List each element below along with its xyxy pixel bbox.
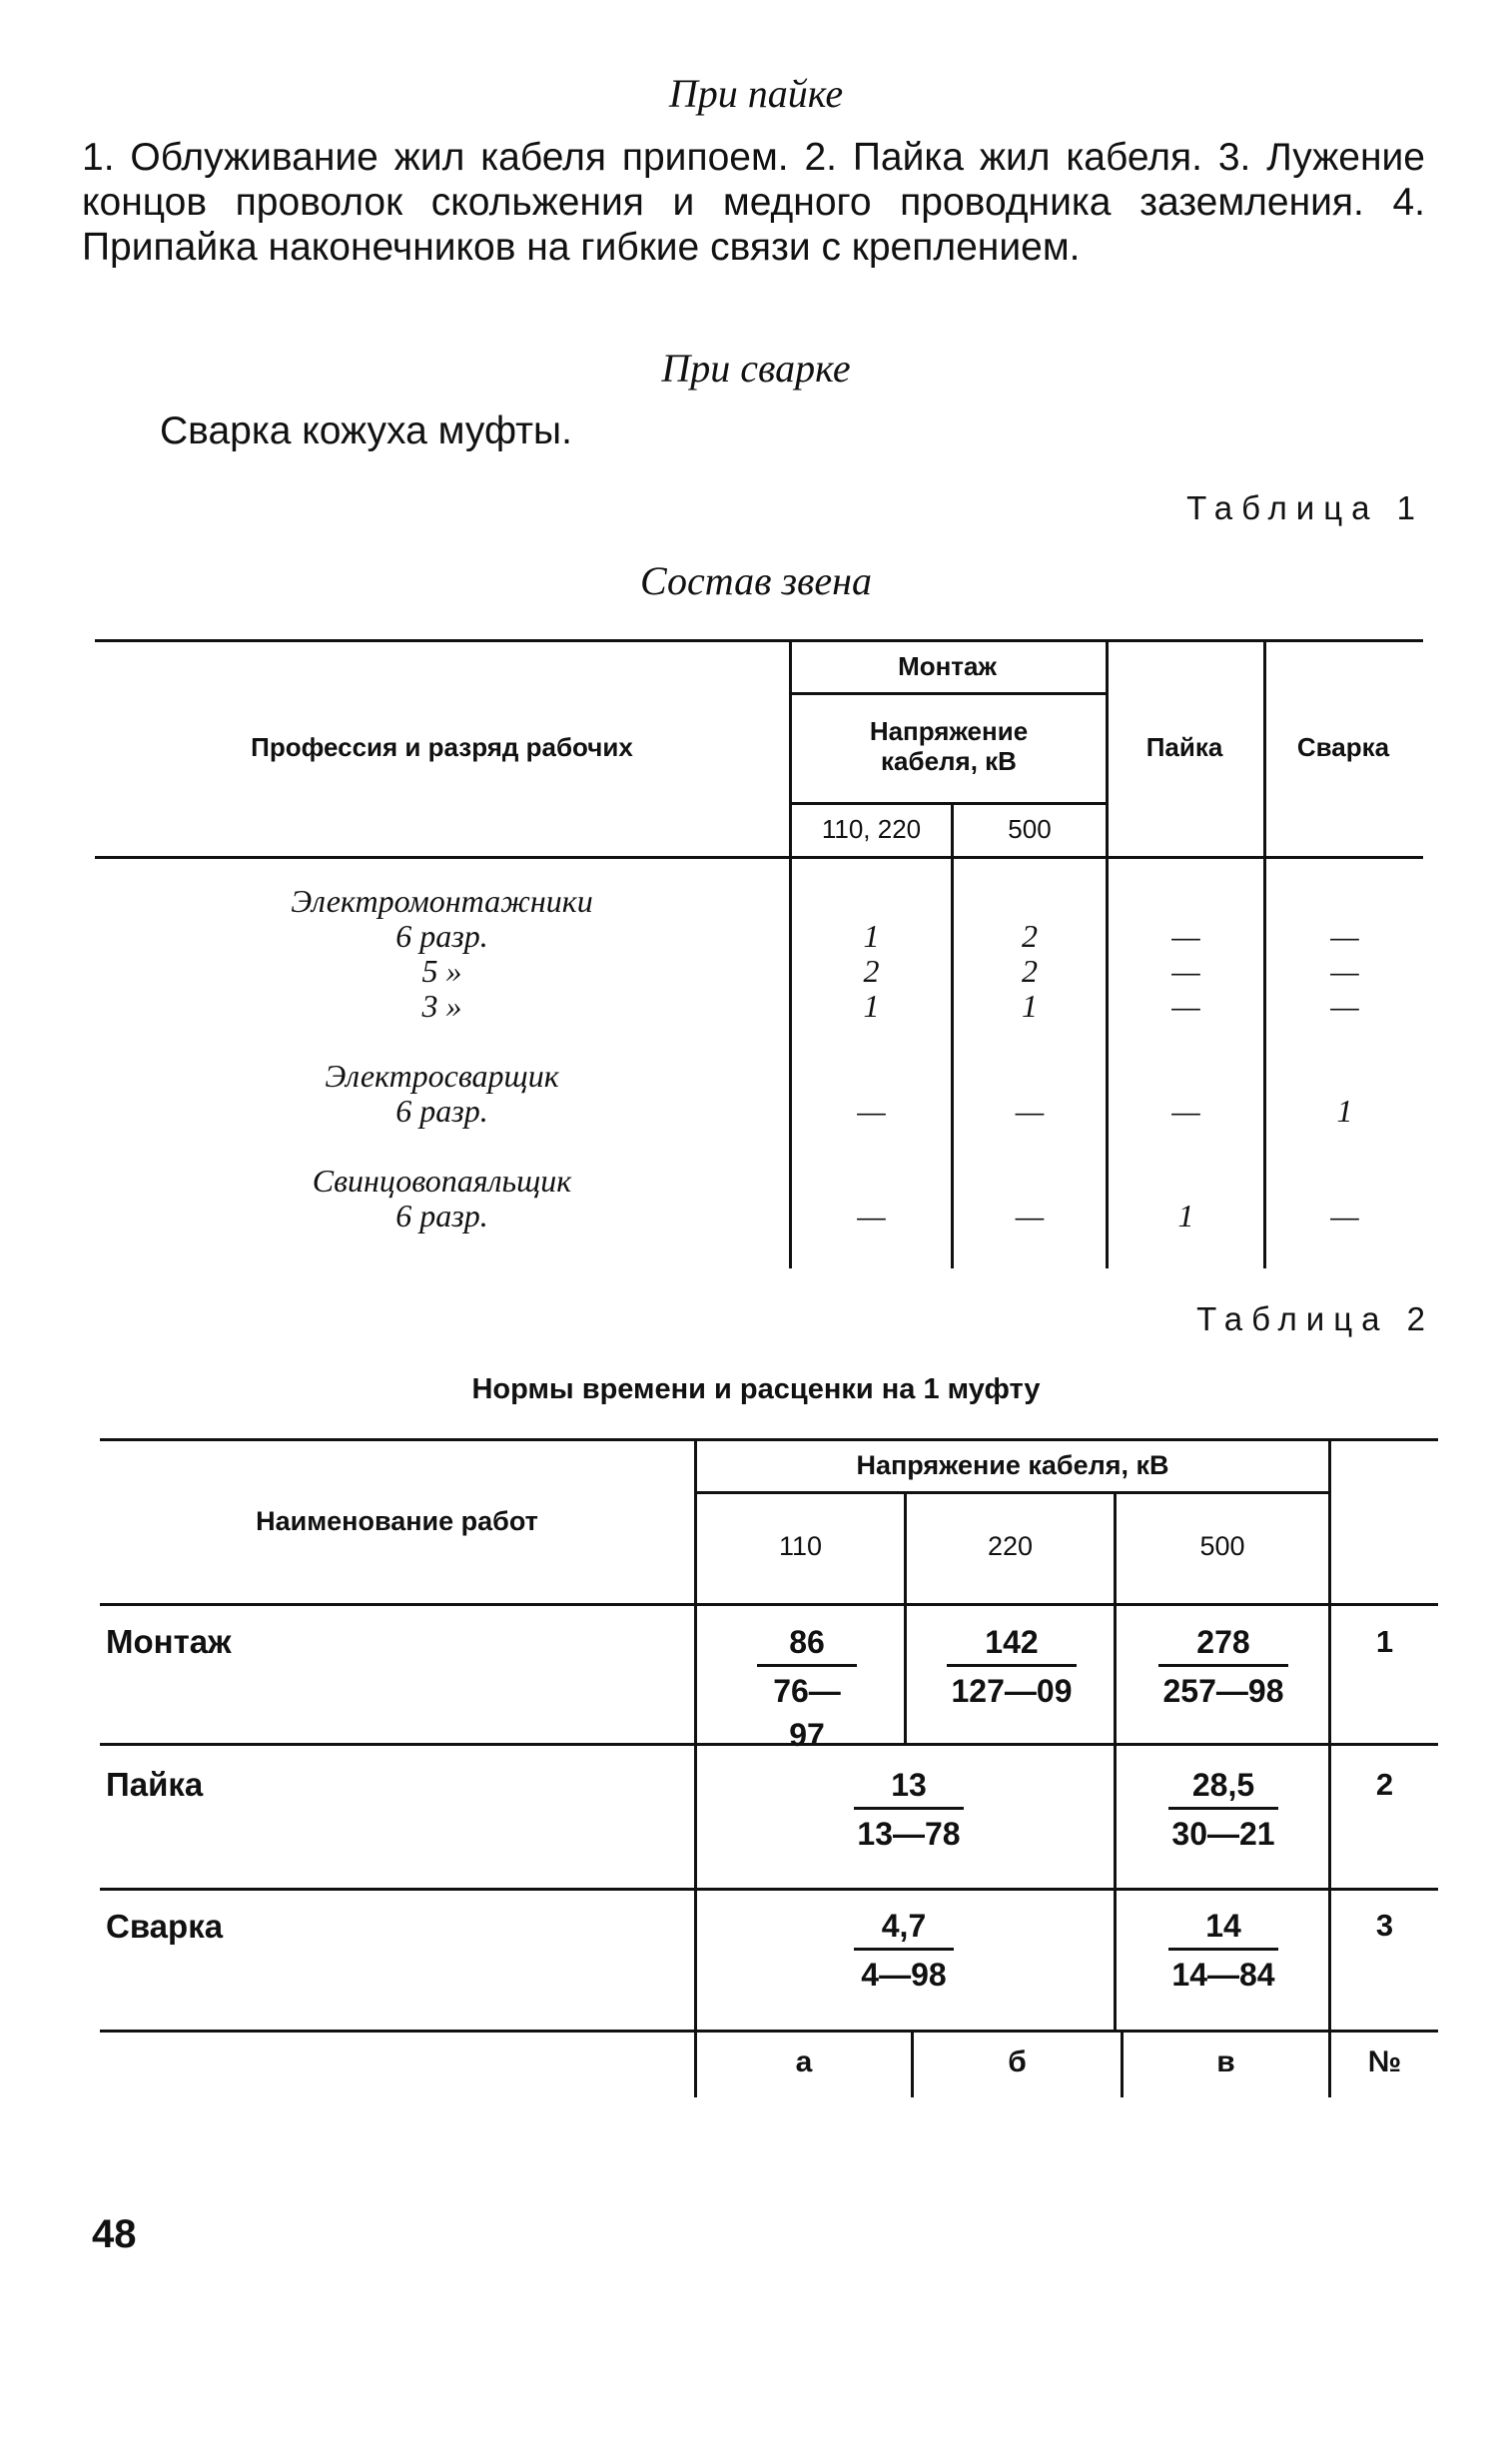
section-title-svarka: При сварке <box>661 346 851 391</box>
fraction-denominator: 127—09 <box>951 1673 1073 1709</box>
fraction-numerator: 13 <box>854 1765 964 1810</box>
table1-cell: 2 <box>1022 953 1038 989</box>
table2-row-name: Сварка <box>106 1908 224 1945</box>
page-number: 48 <box>92 2212 137 2256</box>
table1-header-payka: Пайка <box>1145 732 1223 762</box>
fraction-denominator: 4—98 <box>861 1957 947 1993</box>
table2-header-voltage: Напряжение кабеля, кВ <box>856 1450 1169 1480</box>
table1-header-svarka: Сварка <box>1296 732 1390 762</box>
table2-label: Таблица 2 <box>1196 1300 1434 1337</box>
table1-header-voltage: Напряжение кабеля, кВ <box>869 716 1029 776</box>
fraction-numerator: 86 <box>757 1622 857 1667</box>
fraction-denominator: 14—84 <box>1171 1957 1275 1993</box>
table1-cell: 1 <box>1022 988 1038 1024</box>
table2-footer-v: в <box>1216 2045 1235 2078</box>
table2-header-500: 500 <box>1199 1531 1245 1561</box>
table2-row-name: Пайка <box>106 1766 204 1803</box>
table2 <box>100 1438 1438 2097</box>
table2-row-number: 1 <box>1375 1624 1394 1659</box>
table2-cell-fraction <box>947 1622 1077 1713</box>
table2-cell-fraction <box>854 1906 954 1997</box>
table1-header-v2: 500 <box>1008 814 1052 844</box>
table1-cell: — <box>1171 1093 1200 1129</box>
table2-title: Нормы времени и расценки на 1 муфту <box>471 1373 1041 1405</box>
fraction-denominator: 30—21 <box>1171 1816 1275 1852</box>
table2-cell-fraction <box>854 1765 964 1856</box>
table1-cell: — <box>1171 988 1200 1024</box>
fraction-numerator: 142 <box>947 1622 1077 1667</box>
fraction-numerator: 28,5 <box>1168 1765 1278 1810</box>
fraction-numerator: 4,7 <box>854 1906 954 1951</box>
table1-cell: 1 <box>863 988 880 1024</box>
table2-row-name: Монтаж <box>106 1623 232 1660</box>
table1-row-grade: 6 разр. <box>395 1093 488 1129</box>
fraction-denominator: 13—78 <box>857 1816 961 1852</box>
table1-row-grade: 6 разр. <box>395 1198 488 1233</box>
section-text-svarka: Сварка кожуха муфты. <box>160 409 572 452</box>
fraction-numerator: 14 <box>1168 1906 1278 1951</box>
table2-cell-fraction <box>1158 1622 1288 1713</box>
fraction-denominator: 76—97 <box>773 1673 841 1753</box>
table1-cell: — <box>1330 988 1359 1024</box>
table2-row-number: 3 <box>1375 1908 1394 1943</box>
table2-row-number: 2 <box>1375 1767 1394 1802</box>
section-title-payka: При пайке <box>668 71 844 116</box>
table1-cell: — <box>1330 1198 1359 1233</box>
table1-header-v1: 110, 220 <box>821 814 922 844</box>
table1-cell: — <box>1171 953 1200 989</box>
table2-header-name: Наименование работ <box>256 1506 538 1536</box>
table2-header-220: 220 <box>987 1531 1034 1561</box>
table1-row-grade: 3 » <box>421 988 462 1024</box>
table1-cell: — <box>857 1198 886 1233</box>
table1-cell: 1 <box>1336 1093 1353 1129</box>
fraction-numerator: 278 <box>1158 1622 1288 1667</box>
table1-cell: — <box>1171 918 1200 954</box>
table1-row-grade: 5 » <box>421 953 462 989</box>
table1-cell: — <box>1015 1093 1045 1129</box>
table1-cell: — <box>1015 1198 1045 1233</box>
table1-title: Состав звена <box>639 558 872 603</box>
table1-group-name: Электромонтажники <box>291 883 593 919</box>
table2-footer-a: а <box>795 2045 813 2078</box>
table1-group-name: Свинцовопаяльщик <box>312 1163 572 1199</box>
table1-cell: 1 <box>863 918 880 954</box>
table1-cell: 1 <box>1177 1198 1194 1233</box>
table1 <box>95 639 1423 1268</box>
table1-cell: 2 <box>863 953 880 989</box>
table2-cell-fraction <box>1168 1906 1278 1997</box>
table2-cell-fraction <box>1168 1765 1278 1856</box>
section-text-payka: 1. Облуживание жил кабеля припоем. 2. Пайка жил кабеля. 3. Лужение концов проволок скольжения и медного проводника заземления. 4. Припайка наконечников на гибкие связи с креплением. <box>82 136 1425 269</box>
table1-group-name: Электросварщик <box>325 1058 559 1094</box>
table1-cell: — <box>857 1093 886 1129</box>
fraction-denominator: 257—98 <box>1162 1673 1284 1709</box>
table1-cell: — <box>1330 918 1359 954</box>
table2-cell-fraction <box>757 1622 857 1757</box>
table1-label: Таблица 1 <box>1186 489 1424 526</box>
table2-footer-no: № <box>1367 2045 1402 2078</box>
table2-footer-b: б <box>1008 2045 1027 2078</box>
table2-header-110: 110 <box>778 1531 823 1561</box>
table1-cell: 2 <box>1022 918 1038 954</box>
table1-cell: — <box>1330 953 1359 989</box>
table1-header-profession: Профессия и разряд рабочих <box>251 732 633 762</box>
table1-header-montazh: Монтаж <box>898 651 997 681</box>
table1-row-grade: 6 разр. <box>395 918 488 954</box>
